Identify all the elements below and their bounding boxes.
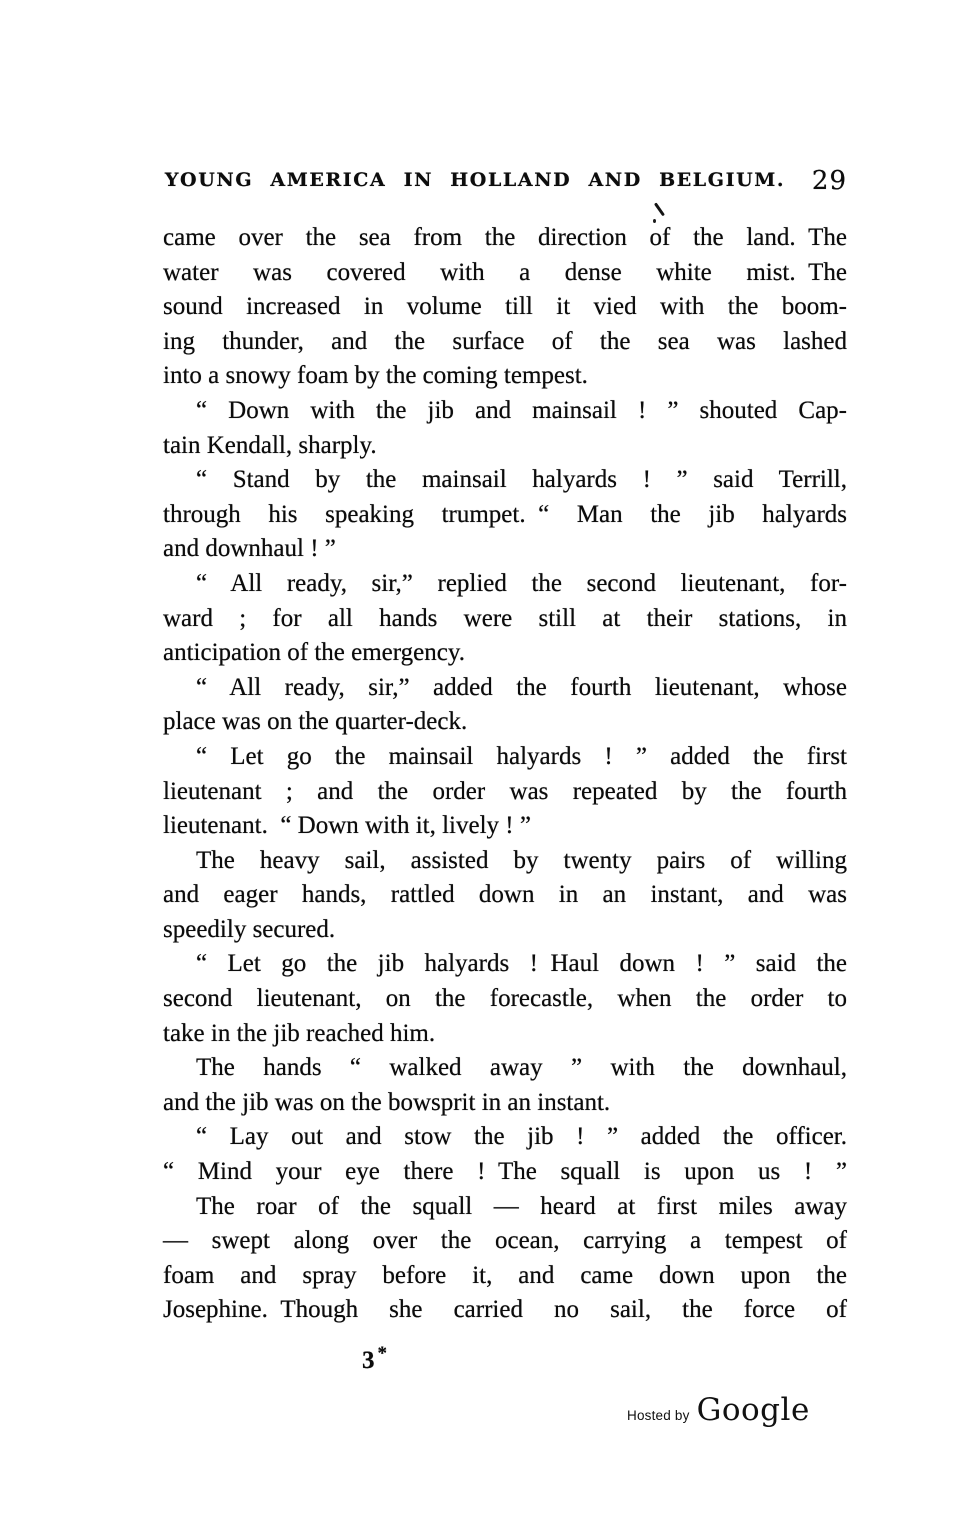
text-line: tain Kendall, sharply. <box>163 431 377 459</box>
text-line: The hands “ walked away ” with the downhaul, <box>196 1054 847 1082</box>
text-line: “ Lay out and stow the jib ! ” added the officer. <box>196 1123 847 1151</box>
text-line: lieutenant ; and the order was repeated by the fourth <box>163 777 847 805</box>
text-line: and eager hands, rattled down in an instant, and was <box>163 881 847 909</box>
text-line: through his speaking trumpet. “ Man the jib halyards <box>163 500 847 528</box>
google-logo: Google <box>696 1392 810 1428</box>
text-line: came over the sea from the direction of the land. The <box>163 224 847 251</box>
text-line: sound increased in volume till it vied with the boom- <box>163 293 847 321</box>
signature-star: * <box>377 1343 387 1364</box>
text-line: and the jib was on the bowsprit in an instant. <box>163 1088 611 1116</box>
text-line: “ Stand by the mainsail halyards ! ” said Terrill, <box>196 466 847 494</box>
text-line: speedily secured. <box>163 915 336 943</box>
google-watermark <box>627 1392 810 1428</box>
text-line: “ Down with the jib and mainsail ! ” shouted Cap- <box>196 396 847 424</box>
text-line: ing thunder, and the surface of the sea was lashed <box>163 327 847 355</box>
text-line: The heavy sail, assisted by twenty pairs of willing <box>196 846 847 874</box>
page-text <box>163 221 847 1328</box>
text-line: ward ; for all hands were still at their stations, in <box>163 604 847 632</box>
text-line: into a snowy foam by the coming tempest. <box>163 362 588 390</box>
text-line: Josephine. Though she carried no sail, the force of <box>163 1296 847 1324</box>
text-line: take in the jib reached him. <box>163 1019 436 1047</box>
text-line: place was on the quarter-deck. <box>163 708 468 736</box>
text-line: and downhaul ! ” <box>163 535 336 563</box>
running-title: YOUNG AMERICA IN HOLLAND AND BELGIUM. <box>164 169 786 191</box>
hosted-by-label: Hosted by <box>627 1408 690 1423</box>
text-line: “ Let go the jib halyards ! Haul down ! ” said the <box>196 950 847 978</box>
text-line: — swept along over the ocean, carrying a tempest of <box>163 1227 847 1255</box>
text-line: water was covered with a dense white mist. The <box>163 258 847 286</box>
text-line: second lieutenant, on the forecastle, when the order to <box>163 985 847 1013</box>
text-line: The roar of the squall — heard at first miles away <box>196 1192 847 1220</box>
signature-number: 3 <box>362 1347 375 1374</box>
scan-artifact-stroke <box>654 203 665 217</box>
text-line: “ Mind your eye there ! The squall is upon us ! ” <box>163 1158 847 1186</box>
text-line: “ All ready, sir,” replied the second lieutenant, for- <box>196 569 847 597</box>
text-line: “ Let go the mainsail halyards ! ” added the first <box>196 742 847 770</box>
text-line: anticipation of the emergency. <box>163 639 465 667</box>
text-line: “ All ready, sir,” added the fourth lieutenant, whose <box>196 673 847 701</box>
text-line: foam and spray before it, and came down upon the <box>163 1261 847 1289</box>
signature-mark <box>362 1343 387 1375</box>
page-number: 29 <box>811 166 847 196</box>
text-line: lieutenant. “ Down with it, lively ! ” <box>163 812 531 840</box>
page-header <box>163 166 847 198</box>
